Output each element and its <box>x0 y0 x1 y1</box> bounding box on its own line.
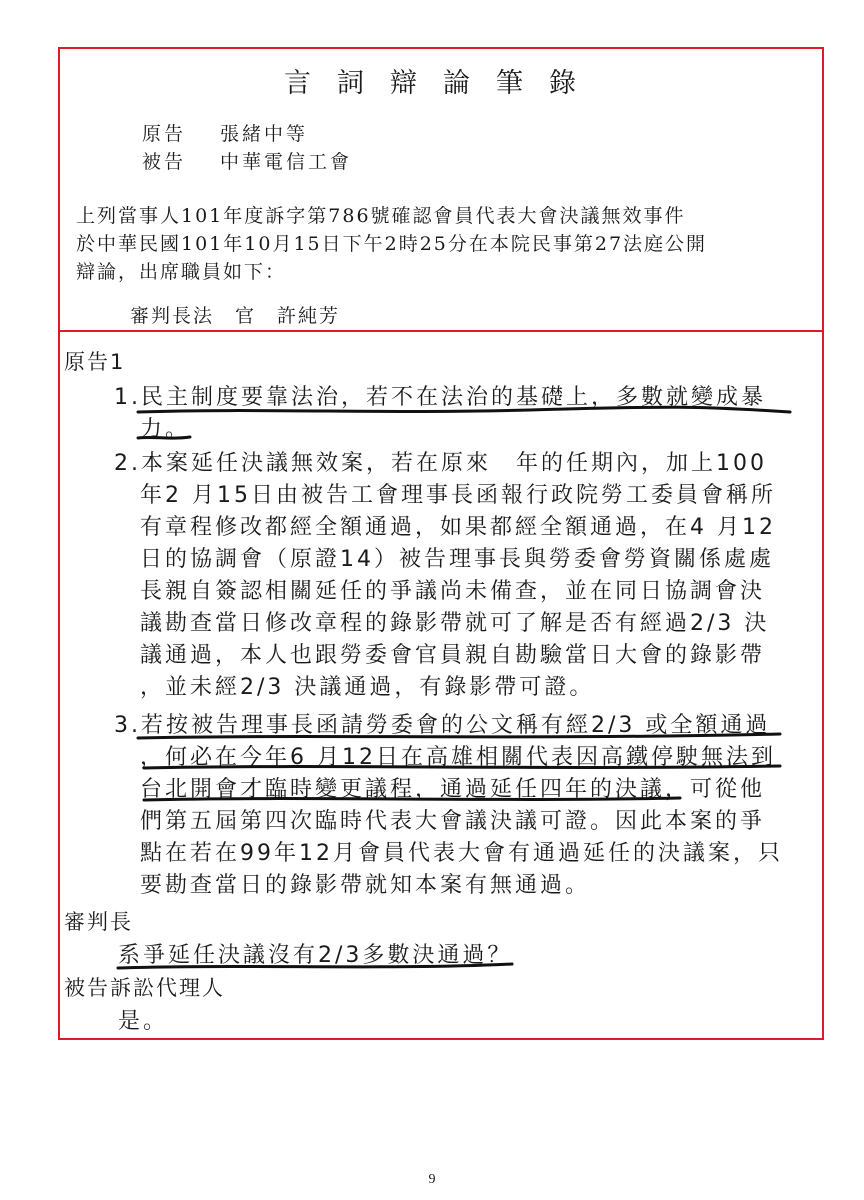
record-title: 言詞辯論筆錄 <box>284 68 602 99</box>
speaker-presiding-judge: 審判長 <box>64 910 133 934</box>
point2-line: 2.本案延任決議無效案，若在原來 年的任期內，加上100 <box>114 451 767 476</box>
underline-point1-a <box>138 407 790 412</box>
transcript-frame <box>58 330 824 1040</box>
point3-line: 們第五屆第四次臨時代表大會議決議可證。因此本案的爭 <box>140 809 766 834</box>
record-header-frame <box>58 47 824 332</box>
speaker-plaintiff: 原告1 <box>64 350 126 374</box>
point3-line: ，何必在今年6 月12日在高雄相關代表因高鐵停駛無法到 <box>140 745 776 770</box>
plaintiff-name: 張緒中等 <box>220 123 309 145</box>
defendant-name: 中華電信工會 <box>220 151 353 173</box>
point3-line: 要勘查當日的錄影帶就知本案有無通過。 <box>140 873 591 898</box>
speaker-defense-counsel: 被告訴訟代理人 <box>64 976 225 1000</box>
point3-line: 點在若在99年12月會員代表大會有通過延任的決議案，只 <box>140 841 783 866</box>
intro-line: 上列當事人101年度訴字第786號確認會員代表大會決議無效事件 <box>76 205 686 227</box>
defendant-label: 被告 <box>142 151 187 173</box>
point1-line: 1.民主制度要靠法治，若不在法治的基礎上，多數就變成暴 <box>114 385 766 410</box>
point2-line: 長親自簽認相關延任的爭議尚未備查，並在同日協調會決 <box>140 579 766 604</box>
underline-point1-b <box>138 437 190 438</box>
underline-point3-a <box>138 734 780 738</box>
point2-line: 議通過，本人也跟勞委會官員親自勘驗當日大會的錄影帶 <box>140 643 766 668</box>
point1-line: 力。 <box>140 417 191 442</box>
underline-question <box>118 964 512 968</box>
presiding-judge-line: 審判長法 官 許純芳 <box>130 305 341 327</box>
point2-line: 年2 月15日由被告工會理事長函報行政院勞工委員會稱所 <box>140 483 776 508</box>
underline-point3-c <box>144 798 680 800</box>
counsel-answer: 是。 <box>118 1009 169 1034</box>
handwritten-underlines <box>60 332 826 1042</box>
intro-line: 於中華民國101年10月15日下午2時25分在本院民事第27法庭公開 <box>76 233 708 255</box>
point2-line: ，並未經2/3 決議通過，有錄影帶可證。 <box>140 675 595 700</box>
intro-line: 辯論，出席職員如下： <box>76 261 287 283</box>
point3-line: 3.若按被告理事長函請勞委會的公文稱有經2/3 或全額通過 <box>114 713 771 738</box>
point2-line: 日的協調會（原證14）被告理事長與勞委會勞資關係處處 <box>140 547 774 572</box>
point2-line: 有章程修改都經全額通過，如果都經全額通過，在4 月12 <box>140 515 776 540</box>
page-number: 9 <box>428 1172 436 1187</box>
point2-line: 議勘查當日修改章程的錄影帶就可了解是否有經過2/3 決 <box>140 611 770 636</box>
plaintiff-label: 原告 <box>142 123 187 145</box>
point3-line: 台北開會才臨時變更議程，通過延任四年的決議，可從他 <box>140 777 766 802</box>
judge-question: 系爭延任決議沒有2/3多數決通過？ <box>118 943 513 968</box>
underline-point3-b <box>144 766 780 768</box>
